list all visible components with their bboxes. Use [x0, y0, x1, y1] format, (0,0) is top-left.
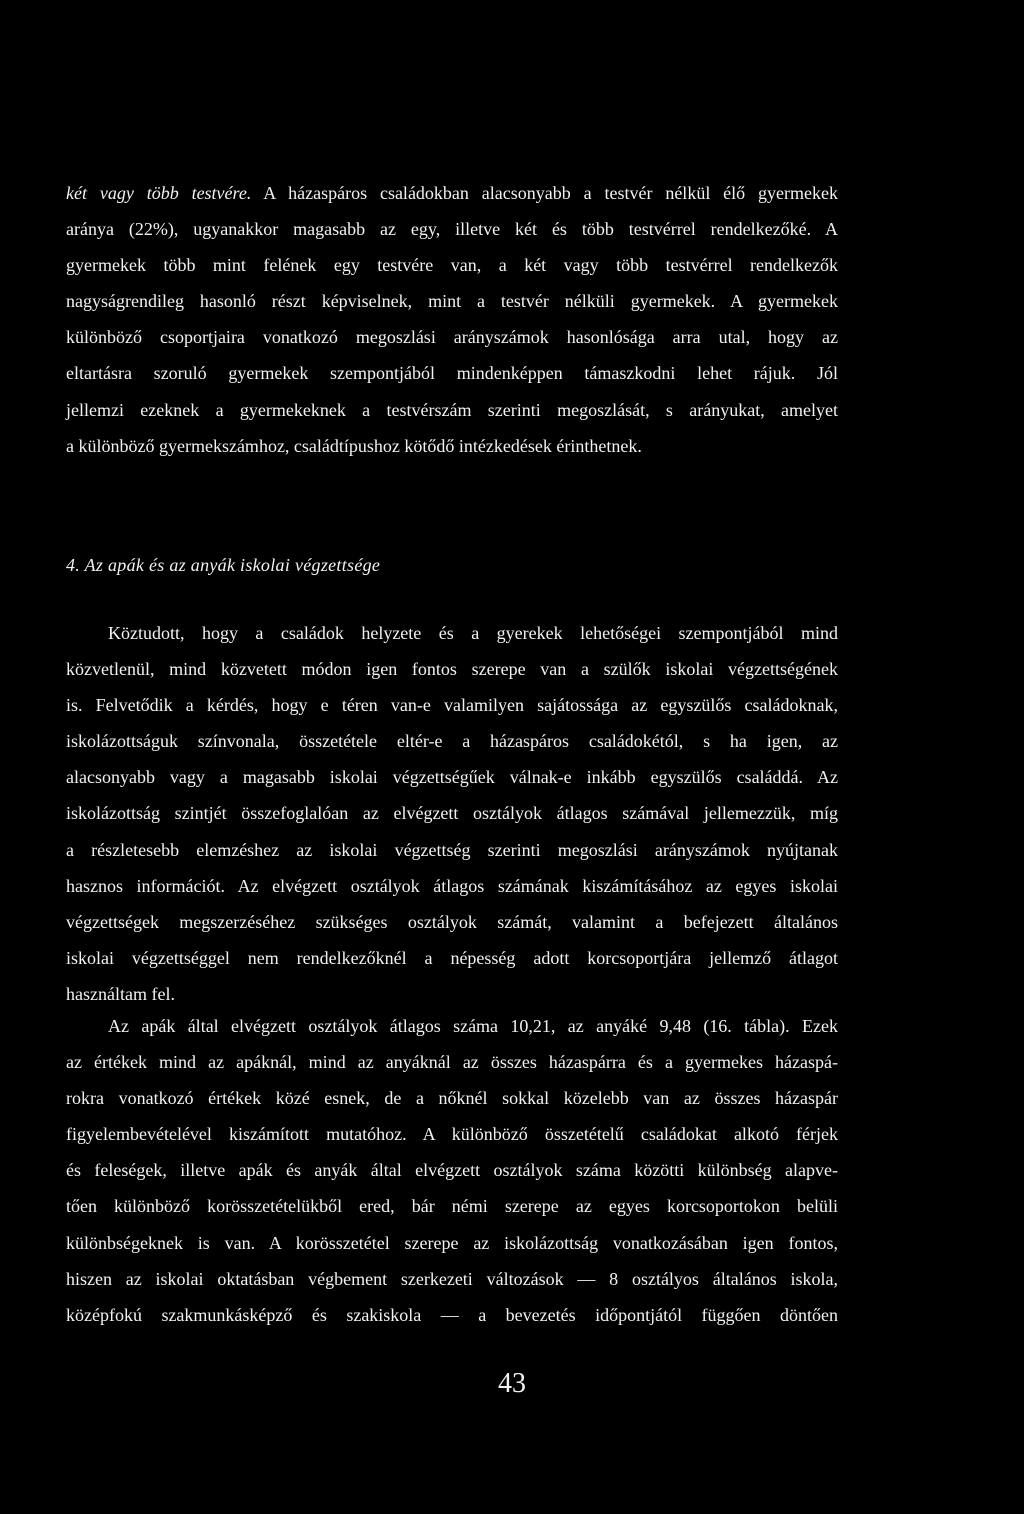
text-line: nagyságrendileg hasonló részt képviselnek, mint a testvér nélküli gyermekek. A gyermekek [66, 291, 838, 312]
page-number: 43 [498, 1368, 526, 1399]
text-line: tően különböző korösszetételükből ered, bár némi szerepe az egyes korcsoportokon belüli [66, 1196, 838, 1217]
text-line: is. Felvetődik a kérdés, hogy e téren van-e valamilyen sajátossága az egyszülős családoknak, [66, 695, 838, 716]
text-line: jellemzi ezeknek a gyermekeknek a testvérszám szerinti megoszlását, s arányukat, amelyet [66, 399, 838, 420]
paragraph-3 [66, 1008, 838, 1333]
text-line: használtam fel. [66, 983, 175, 1004]
text-line: a részletesebb elemzéshez az iskolai végzettség szerinti megoszlási arányszámok nyújtanak [66, 839, 838, 860]
text-line [66, 175, 838, 211]
text-line: a különböző gyermekszámhoz, családtípushoz kötődő intézkedések érinthetnek. [66, 435, 642, 456]
text-line: iskolázottságuk színvonala, összetétele eltér-e a házaspáros családokétól, s ha igen, az [66, 731, 838, 752]
text-line: közvetlenül, mind közvetett módon igen fontos szerepe van a szülők iskolai végzettségének [66, 659, 838, 680]
text-line: középfokú szakmunkásképző és szakiskola — a bevezetés időpontjától függően döntően [66, 1304, 838, 1325]
text-line: Köztudott, hogy a családok helyzete és a gyerekek lehetőségei szempontjából mind [108, 623, 838, 643]
paragraph-1 [66, 175, 838, 464]
text-line: aránya (22%), ugyanakkor magasabb az egy, illetve két és több testvérrel rendelkezőké. A [66, 219, 838, 240]
text-line: hiszen az iskolai oktatásban végbement szerkezeti változások — 8 osztályos általános iskola, [66, 1268, 838, 1289]
text-line: iskolai végzettséggel nem rendelkezőknél a népesség adott korcsoportjára jellemző átlagot [66, 947, 838, 968]
text-line: hasznos információt. Az elvégzett osztályok átlagos számának kiszámításához az egyes iskolai [66, 875, 838, 896]
text-line: különböző csoportjaira vonatkozó megoszlási arányszámok hasonlósága arra utal, hogy az [66, 327, 838, 348]
section-heading: 4. Az apák és az anyák iskolai végzettsége [66, 555, 381, 575]
text-line: rokra vonatkozó értékek közé esnek, de a nőknél sokkal közelebb van az összes házaspár [66, 1088, 838, 1109]
text-line: és feleségek, illetve apák és anyák által elvégzett osztályok száma közötti különbség alapve- [66, 1160, 838, 1181]
text-line: végzettségek megszerzéséhez szükséges osztályok számát, valamint a befejezett általános [66, 911, 838, 932]
paragraph-2 [66, 615, 838, 1012]
line-text: A házaspáros családokban alacsonyabb a testvér nélkül élő gyermekek [251, 183, 839, 203]
text-line: különbségeknek is van. A korösszetétel szerepe az iskolázottság vonatkozásában igen fontos, [66, 1232, 838, 1253]
text-line: Az apák által elvégzett osztályok átlagos száma 10,21, az anyáké 9,48 (16. tábla). Ezek [108, 1016, 838, 1036]
italic-lead-text: két vagy több testvére. [66, 183, 252, 203]
text-line: figyelembevételével kiszámított mutatóhoz. A különböző összetételű családokat alkotó férjek [66, 1124, 838, 1145]
text-line: az értékek mind az apáknál, mind az anyáknál az összes házaspárra és a gyermekes házaspá- [66, 1052, 838, 1073]
text-line: eltartásra szoruló gyermekek szempontjából mindenképpen támaszkodni lehet rájuk. Jól [66, 363, 838, 384]
text-line: alacsonyabb vagy a magasabb iskolai végzettségűek válnak-e inkább egyszülős családdá. Az [66, 767, 838, 788]
text-line: gyermekek több mint felének egy testvére van, a két vagy több testvérrel rendelkezők [66, 255, 838, 276]
text-line: iskolázottság szintjét összefoglalóan az elvégzett osztályok átlagos számával jellemezzük, míg [66, 803, 838, 824]
